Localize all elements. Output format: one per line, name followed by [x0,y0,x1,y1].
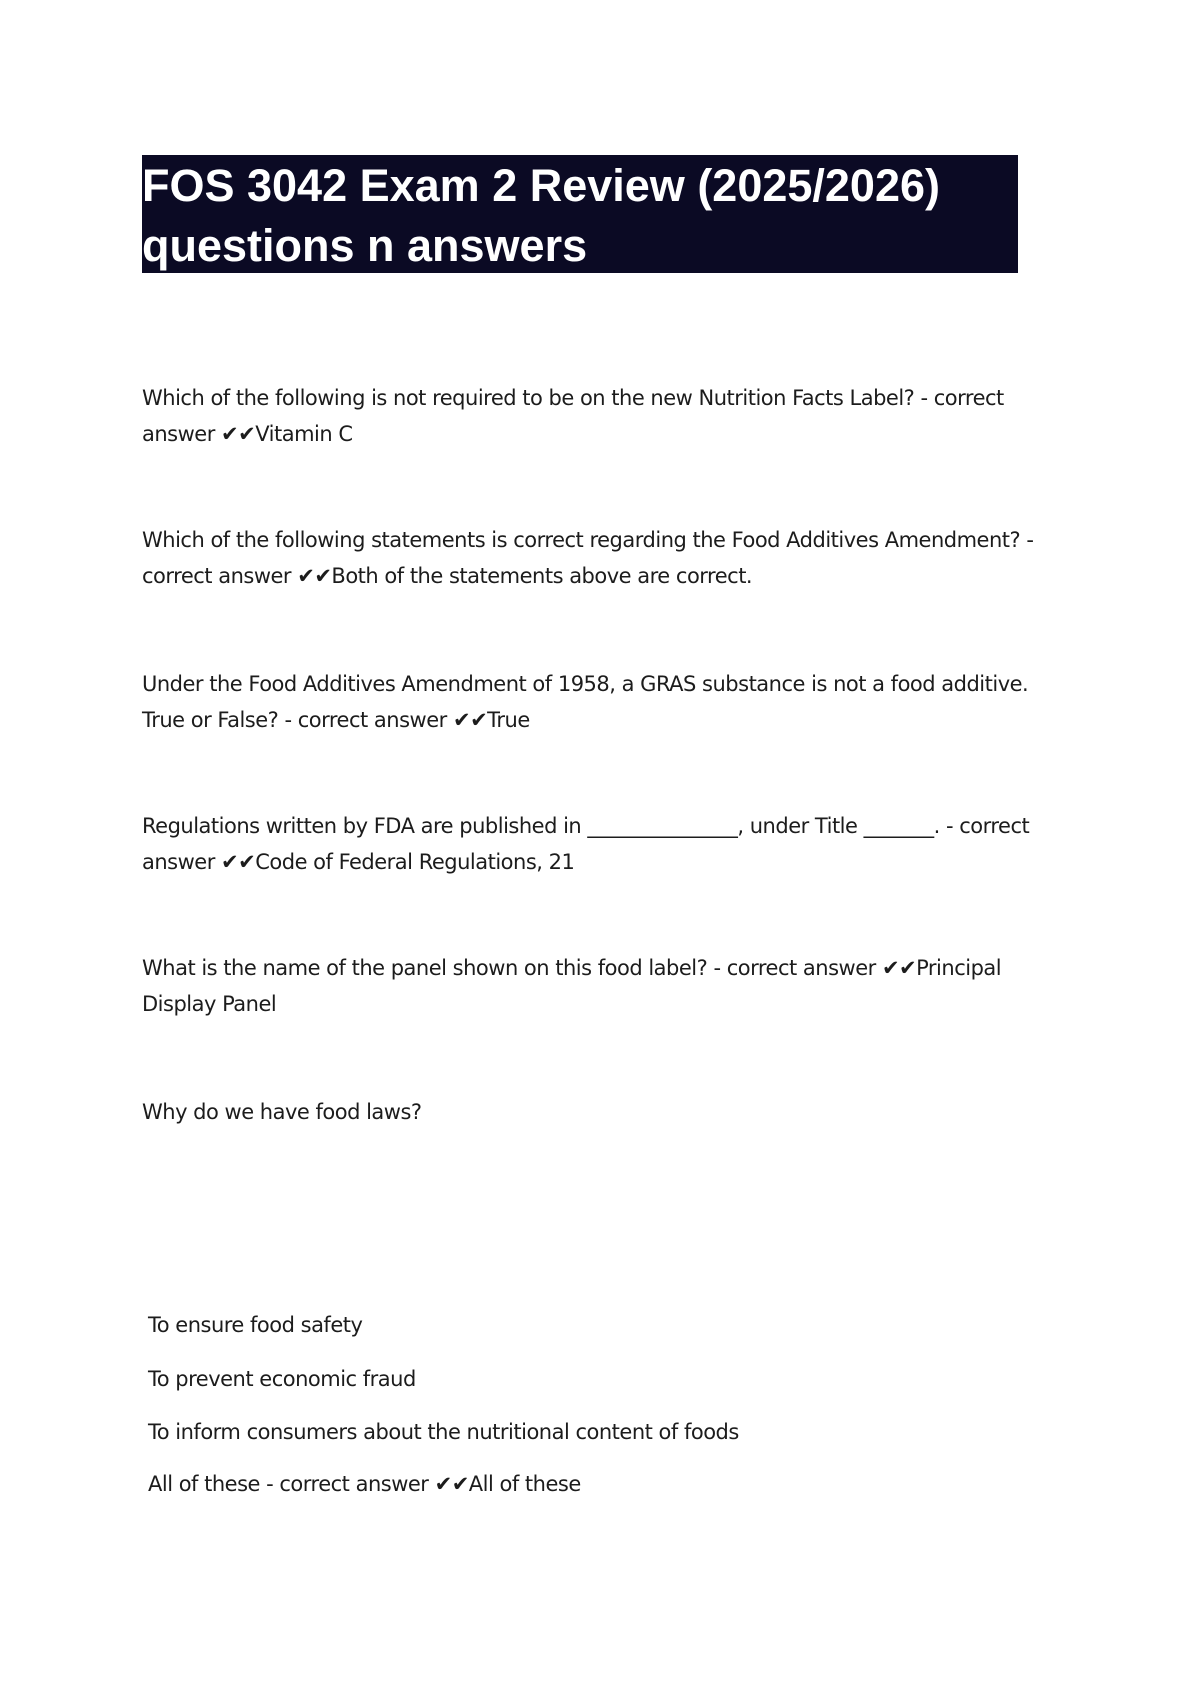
question-text: Why do we have food laws? [142,1100,422,1124]
qa-item-4 [142,808,1072,880]
answer-text: ✔✔Both of the statements above are correct. [297,564,753,588]
answer-text: ✔✔Vitamin C [221,422,353,446]
choice-item: To ensure food safety [148,1313,363,1337]
answer-text: ✔✔Principal Display Panel [142,956,1008,1016]
question-text: Regulations written by FDA are published in _______________, under Title _______. - correct answer [142,814,1036,874]
qa-item-6-question [142,1094,1072,1130]
choice-item: All of these - correct answer ✔✔All of these [148,1472,581,1496]
qa-item-1 [142,380,1072,452]
choice-item: To inform consumers about the nutritional content of foods [148,1420,739,1444]
question-text: Which of the following is not required to be on the new Nutrition Facts Label? - correct answer [142,386,1010,446]
qa-item-3 [142,666,1072,738]
question-text: What is the name of the panel shown on this food label? - correct answer [142,956,882,980]
answer-text: ✔✔Code of Federal Regulations, 21 [221,850,575,874]
choice-item: To prevent economic fraud [148,1367,416,1391]
question-text: Under the Food Additives Amendment of 1958, a GRAS substance is not a food additive. True or False? - correct answer [142,672,1035,732]
document-title-line-2: questions n answers [142,220,588,271]
qa-item-2 [142,522,1072,594]
qa-item-5 [142,950,1072,1022]
document-title-line-1: FOS 3042 Exam 2 Review (2025/2026) [142,160,941,211]
answer-text: ✔✔True [452,708,530,732]
question-text: Which of the following statements is correct regarding the Food Additives Amendment? - correct answer [142,528,1040,588]
